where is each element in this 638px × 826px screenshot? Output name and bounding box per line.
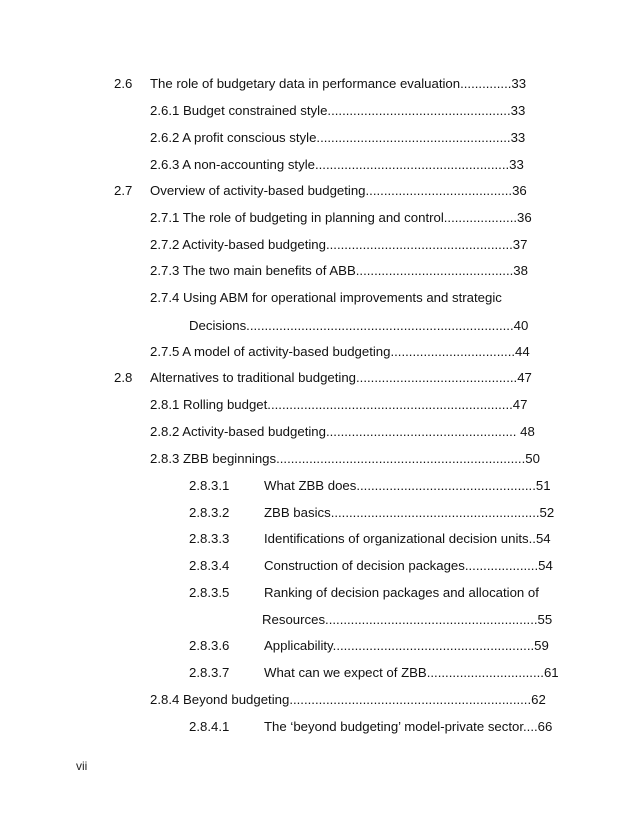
toc-entry: 2.6.1 Budget constrained style..................................................33 bbox=[150, 103, 526, 118]
toc-number: 2.8.3.7 bbox=[189, 665, 230, 680]
toc-number: 2.8.3.5 bbox=[189, 585, 230, 600]
toc-entry: What ZBB does.................................................51 bbox=[264, 478, 551, 493]
toc-entry: 2.6.2 A profit conscious style.....................................................33 bbox=[150, 130, 526, 145]
toc-entry: 2.6.3 A non-accounting style.....................................................33 bbox=[150, 157, 524, 172]
toc-number: 2.8.3.4 bbox=[189, 558, 230, 573]
page-number: vii bbox=[76, 759, 88, 773]
toc-entry: Alternatives to traditional budgeting............................................47 bbox=[150, 370, 532, 385]
toc-number: 2.8.3.6 bbox=[189, 638, 230, 653]
toc-number: 2.8 bbox=[114, 370, 133, 385]
toc-entry: What can we expect of ZBB................................61 bbox=[264, 665, 559, 680]
toc-number: 2.6 bbox=[114, 76, 133, 91]
toc-entry: 2.8.4 Beyond budgeting..................................................................62 bbox=[150, 692, 546, 707]
toc-entry: The ‘beyond budgeting’ model-private sector....66 bbox=[264, 719, 553, 734]
toc-entry: 2.8.2 Activity-based budgeting.................................................... 48 bbox=[150, 424, 535, 439]
toc-entry: ZBB basics.........................................................52 bbox=[264, 505, 555, 520]
toc-entry: 2.7.1 The role of budgeting in planning and control....................36 bbox=[150, 210, 532, 225]
toc-entry: 2.8.3 ZBB beginnings....................................................................50 bbox=[150, 451, 540, 466]
toc-entry: Overview of activity-based budgeting........................................36 bbox=[150, 183, 527, 198]
toc-entry: Resources..........................................................55 bbox=[262, 612, 553, 627]
toc-entry: 2.7.3 The two main benefits of ABB...........................................38 bbox=[150, 263, 528, 278]
toc-number: 2.8.3.2 bbox=[189, 505, 230, 520]
toc-entry: Ranking of decision packages and allocation of bbox=[264, 585, 539, 600]
toc-entry: Construction of decision packages....................54 bbox=[264, 558, 553, 573]
toc-entry: 2.7.5 A model of activity-based budgeting..................................44 bbox=[150, 344, 530, 359]
toc-entry: 2.7.2 Activity-based budgeting...................................................37 bbox=[150, 237, 528, 252]
toc-number: 2.8.4.1 bbox=[189, 719, 230, 734]
toc-entry: 2.7.4 Using ABM for operational improvements and strategic bbox=[150, 290, 502, 305]
toc-number: 2.8.3.1 bbox=[189, 478, 230, 493]
toc-entry: 2.8.1 Rolling budget...................................................................47 bbox=[150, 397, 528, 412]
toc-entry: The role of budgetary data in performance evaluation..............33 bbox=[150, 76, 527, 91]
toc-entry: Identifications of organizational decision units..54 bbox=[264, 531, 551, 546]
toc-number: 2.7 bbox=[114, 183, 133, 198]
toc-number: 2.8.3.3 bbox=[189, 531, 230, 546]
toc-entry: Applicability.......................................................59 bbox=[264, 638, 549, 653]
toc-entry: Decisions.........................................................................40 bbox=[189, 318, 529, 333]
